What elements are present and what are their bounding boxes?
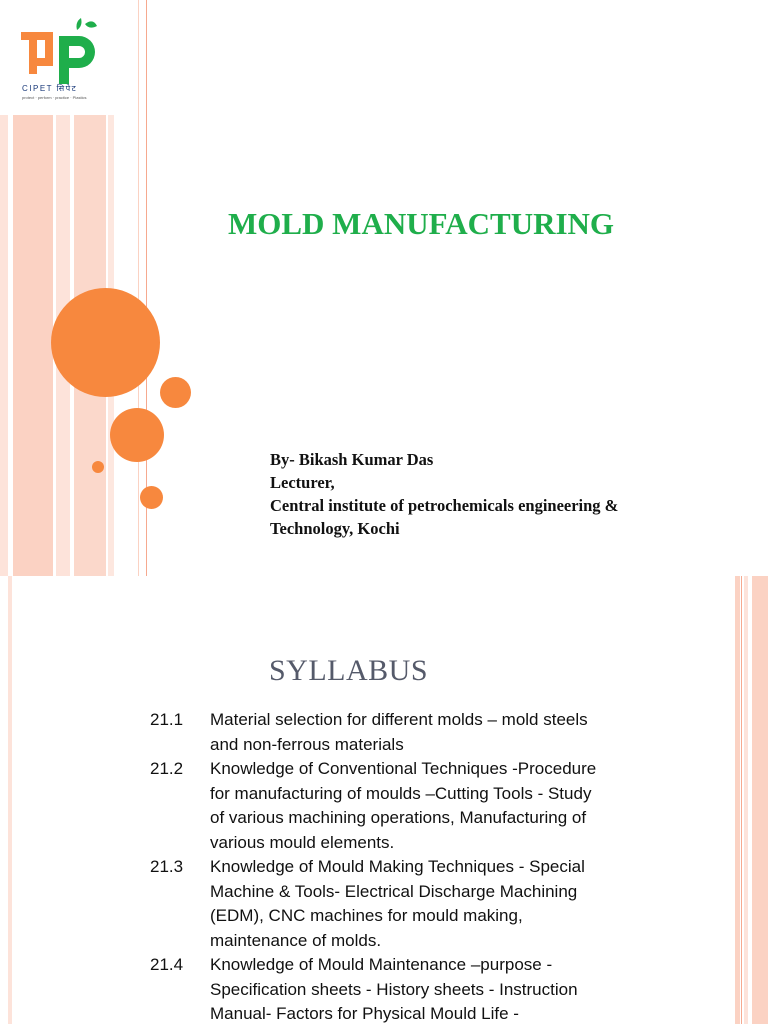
item-line: Manual- Factors for Physical Mould Life - — [210, 1004, 519, 1023]
byline-line: By- Bikash Kumar Das — [270, 450, 434, 469]
item-line: various mould elements. — [210, 832, 395, 852]
item-line: (EDM), CNC machines for mould making, — [210, 906, 523, 925]
decorative-line — [138, 0, 139, 576]
item-text — [210, 855, 650, 953]
decorative-stripe — [0, 115, 8, 576]
item-number: 21.2 — [150, 759, 184, 778]
item-line: Machine & Tools- Electrical Discharge Machining — [210, 881, 578, 901]
byline-line: Lecturer, — [270, 473, 335, 492]
syllabus-item — [150, 953, 650, 1024]
logo-tagline: protect · perform · practice · Plastics — [22, 95, 87, 100]
item-line: maintenance of molds. — [210, 930, 382, 950]
slide-title: MOLD MANUFACTURING — [228, 206, 615, 241]
item-text — [210, 953, 650, 1024]
item-number: 21.3 — [150, 857, 184, 876]
decorative-stripe — [744, 576, 748, 1024]
item-text — [210, 757, 650, 855]
item-number: 21.4 — [150, 955, 184, 974]
item-line: Specification sheets - History sheets - Instruction — [210, 979, 578, 999]
decorative-stripe — [752, 576, 768, 1024]
byline-line: Central institute of petrochemicals engineering & — [270, 496, 619, 515]
decorative-circle-medium — [160, 377, 191, 408]
decorative-circle-medium — [110, 408, 164, 462]
decorative-circle-large — [51, 288, 160, 397]
item-line: of various machining operations, Manufacturing of — [210, 808, 587, 827]
item-number: 21.1 — [150, 710, 184, 729]
syllabus-item — [150, 757, 650, 855]
syllabus-list — [150, 708, 650, 1024]
item-line: Knowledge of Conventional Techniques -Procedure — [210, 759, 597, 778]
item-line: Knowledge of Mould Making Techniques - Special — [210, 857, 585, 876]
item-text — [210, 708, 650, 757]
logo-brand-text: CIPET सिपेट — [22, 84, 78, 93]
decorative-stripe — [13, 115, 53, 576]
syllabus-item — [150, 708, 650, 757]
syllabus-heading: SYLLABUS — [269, 654, 429, 687]
syllabus-item — [150, 855, 650, 953]
decorative-circle-small — [92, 461, 104, 473]
item-line: Knowledge of Mould Maintenance –purpose - — [210, 955, 553, 974]
decorative-stripe — [735, 576, 740, 1024]
author-byline — [270, 448, 618, 540]
item-line: for manufacturing of moulds –Cutting Tools - Study — [210, 783, 592, 803]
item-line: and non-ferrous materials — [210, 734, 404, 754]
syllabus-slide — [0, 576, 768, 1024]
decorative-stripe — [8, 576, 12, 1024]
byline-line: Technology, Kochi — [270, 519, 400, 538]
decorative-circle-small — [140, 486, 163, 509]
item-line: Material selection for different molds – mold steels — [210, 710, 588, 729]
decorative-line — [741, 576, 742, 1024]
